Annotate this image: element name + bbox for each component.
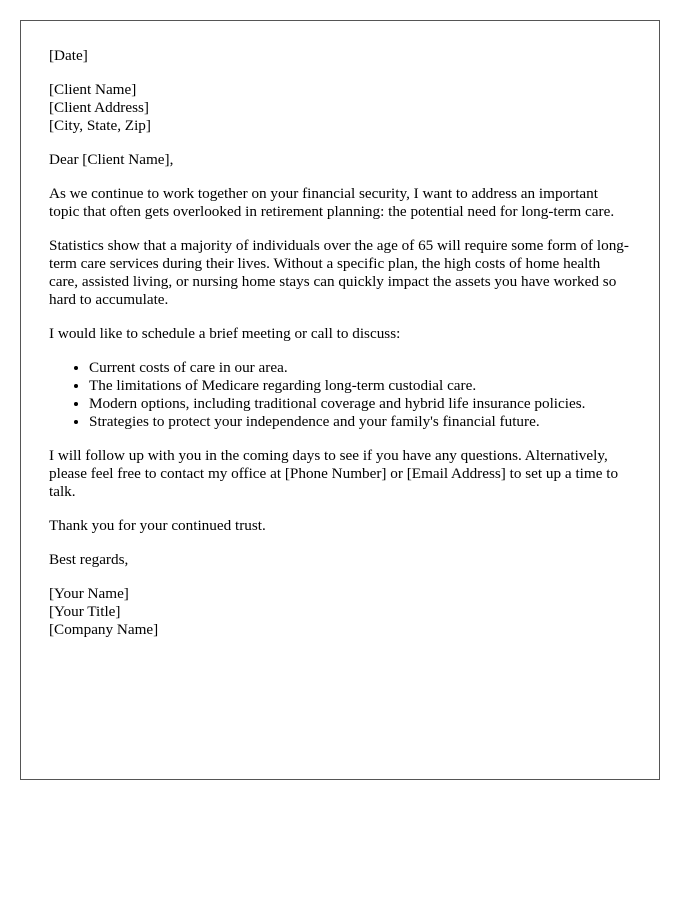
- signature-name: [Your Name]: [49, 585, 129, 602]
- list-item: • The limitations of Medicare regarding long-term custodial care.: [89, 377, 631, 395]
- discussion-points-list: [49, 359, 631, 431]
- body-paragraph-statistics: Statistics show that a majority of individuals over the age of 65 will require some form of long-term care services during their lives. Without a specific plan, the high costs of home health care, assisted living, or nursing home stays can quickly impact the assets you have worked so hard to accumulate.: [49, 237, 629, 308]
- body-paragraph-thanks: Thank you for your continued trust.: [49, 517, 266, 534]
- body-paragraph-follow-up: I will follow up with you in the coming days to see if you have any questions. Alternatively, please feel free to contact my office at [Phone Number] or [Email Address] to set up a time to talk.: [49, 447, 619, 500]
- recipient-block: [49, 81, 631, 135]
- letter-page: [20, 20, 660, 780]
- closing: Best regards,: [49, 551, 129, 568]
- body-paragraph-meeting-request: I would like to schedule a brief meeting or call to discuss:: [49, 325, 401, 342]
- body-paragraph-intro: As we continue to work together on your financial security, I want to address an important topic that often gets overlooked in retirement planning: the potential need for long-term care.: [49, 185, 615, 220]
- salutation: Dear [Client Name],: [49, 151, 174, 168]
- signature-block: [49, 585, 631, 639]
- recipient-city-state-zip: [City, State, Zip]: [49, 117, 151, 134]
- recipient-address: [Client Address]: [49, 99, 149, 116]
- list-item: • Strategies to protect your independence and your family's financial future.: [89, 413, 631, 431]
- signature-title: [Your Title]: [49, 603, 121, 620]
- list-item: • Current costs of care in our area.: [89, 359, 631, 377]
- recipient-name: [Client Name]: [49, 81, 137, 98]
- signature-company: [Company Name]: [49, 621, 159, 638]
- letter-date: [Date]: [49, 47, 88, 64]
- list-item: • Modern options, including traditional coverage and hybrid life insurance policies.: [89, 395, 631, 413]
